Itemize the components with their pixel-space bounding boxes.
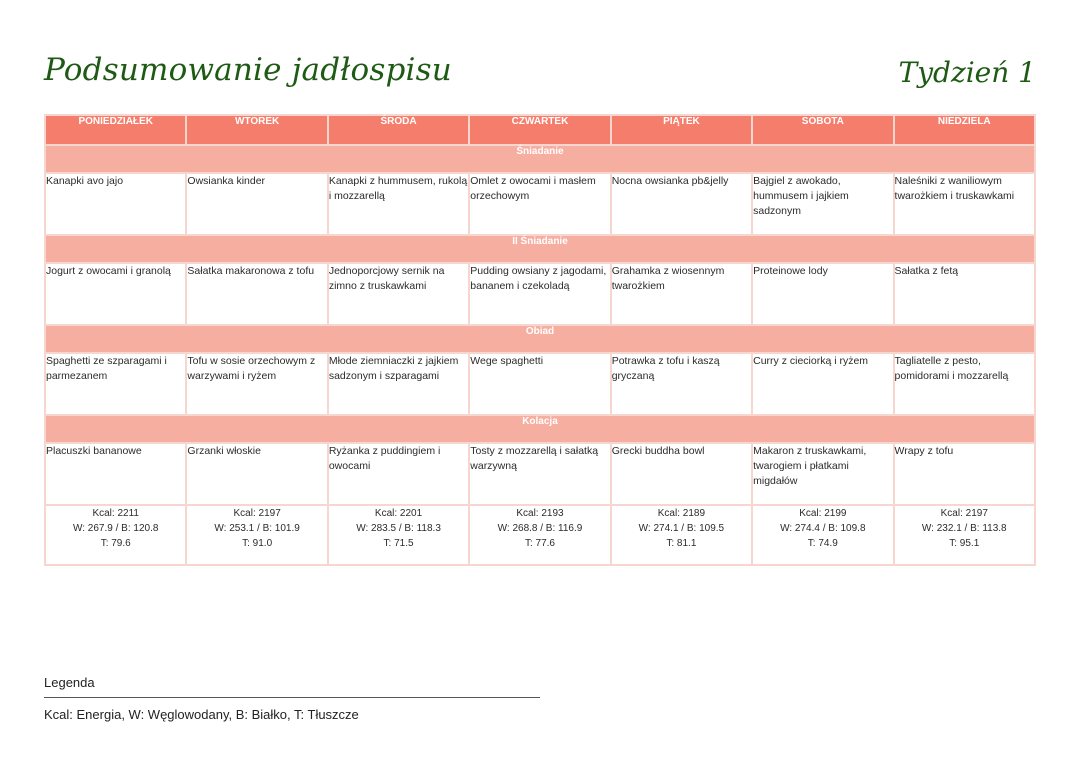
kcal-value: Kcal: 2201 [374,508,423,519]
meal-row-second-breakfast [45,263,1035,325]
fat-value: T: 77.6 [524,538,555,549]
meal-cell: Jogurt z owocami i granolą [45,263,186,325]
carbs-protein-value: W: 274.4 / B: 109.8 [780,523,866,534]
page-title: Podsumowanie jadłospisu [44,52,452,88]
meal-cell: Makaron z truskawkami, twarogiem i płatkami migdałów [752,443,893,505]
totals-row [45,505,1035,565]
totals-cell-sunday [894,505,1035,565]
meal-cell: Tofu w sosie orzechowym z warzywami i ryżem [186,353,327,415]
meal-cell: Sałatka z fetą [894,263,1035,325]
meal-header-row [45,415,1035,443]
carbs-protein-value: W: 253.1 / B: 101.9 [214,523,300,534]
meal-cell: Wege spaghetti [469,353,610,415]
meal-cell: Proteinowe lody [752,263,893,325]
meal-cell: Nocna owsianka pb&jelly [611,173,752,235]
meal-header-second-breakfast: II Śniadanie [45,235,1035,263]
meal-cell: Tosty z mozzarellą i sałatką warzywną [469,443,610,505]
meal-row-dinner [45,443,1035,505]
meal-header-row [45,325,1035,353]
meal-row-lunch [45,353,1035,415]
meal-header-dinner: Kolacja [45,415,1035,443]
meal-cell: Bajgiel z awokado, hummusem i jajkiem sadzonym [752,173,893,235]
meal-cell: Ryżanka z puddingiem i owocami [328,443,469,505]
fat-value: T: 95.1 [949,538,980,549]
fat-value: T: 91.0 [242,538,273,549]
meal-cell: Sałatka makaronowa z tofu [186,263,327,325]
meal-row-breakfast [45,173,1035,235]
meal-header-row [45,235,1035,263]
totals-cell-thursday [469,505,610,565]
fat-value: T: 71.5 [383,538,414,549]
meal-cell: Curry z cieciorką i ryżem [752,353,893,415]
legend-divider [44,697,540,698]
meal-cell: Jednoporcjowy sernik na zimno z truskawkami [328,263,469,325]
kcal-value: Kcal: 2197 [940,508,988,519]
carbs-protein-value: W: 232.1 / B: 113.8 [921,523,1007,534]
day-header-friday: PIĄTEK [611,115,752,145]
meal-cell: Kanapki avo jajo [45,173,186,235]
fat-value: T: 74.9 [807,538,838,549]
legend-text: Kcal: Energia, W: Węglowodany, B: Białko, T: Tłuszcze [44,707,359,722]
meal-cell: Grzanki włoskie [186,443,327,505]
fat-value: T: 81.1 [666,538,697,549]
meal-cell: Omlet z owocami i masłem orzechowym [469,173,610,235]
meal-cell: Tagliatelle z pesto, pomidorami i mozzarellą [894,353,1035,415]
carbs-protein-value: W: 268.8 / B: 116.9 [497,523,583,534]
legend-title: Legenda [44,675,95,690]
meal-cell: Pudding owsiany z jagodami, bananem i czekoladą [469,263,610,325]
meal-cell: Grecki buddha bowl [611,443,752,505]
day-header-wednesday: ŚRODA [328,115,469,145]
totals-cell-saturday [752,505,893,565]
meal-cell: Grahamka z wiosennym twarożkiem [611,263,752,325]
meal-cell: Placuszki bananowe [45,443,186,505]
fat-value: T: 79.6 [100,538,131,549]
week-label: Tydzień 1 [898,56,1036,89]
totals-cell-friday [611,505,752,565]
carbs-protein-value: W: 267.9 / B: 120.8 [72,523,159,534]
day-header-saturday: SOBOTA [752,115,893,145]
meal-cell: Naleśniki z waniliowym twarożkiem i truskawkami [894,173,1035,235]
day-header-sunday: NIEDZIELA [894,115,1035,145]
kcal-value: Kcal: 2199 [799,508,847,519]
kcal-value: Kcal: 2197 [233,508,281,519]
meal-cell: Owsianka kinder [186,173,327,235]
meal-header-row [45,145,1035,173]
kcal-value: Kcal: 2189 [657,508,706,519]
meal-cell: Potrawka z tofu i kaszą gryczaną [611,353,752,415]
day-header-row [45,115,1035,145]
meal-cell: Kanapki z hummusem, rukolą i mozzarellą [328,173,469,235]
totals-cell-tuesday [186,505,327,565]
kcal-value: Kcal: 2211 [92,508,139,519]
meal-cell: Wrapy z tofu [894,443,1035,505]
carbs-protein-value: W: 283.5 / B: 118.3 [356,523,441,534]
meal-header-breakfast: Śniadanie [45,145,1035,173]
day-header-monday: PONIEDZIAŁEK [45,115,186,145]
carbs-protein-value: W: 274.1 / B: 109.5 [638,523,725,534]
menu-table [44,114,1036,566]
meal-cell: Młode ziemniaczki z jajkiem sadzonym i szparagami [328,353,469,415]
kcal-value: Kcal: 2193 [516,508,564,519]
day-header-thursday: CZWARTEK [469,115,610,145]
meal-header-lunch: Obiad [45,325,1035,353]
meal-cell: Spaghetti ze szparagami i parmezanem [45,353,186,415]
totals-cell-monday [45,505,186,565]
totals-cell-wednesday [328,505,469,565]
day-header-tuesday: WTOREK [186,115,327,145]
